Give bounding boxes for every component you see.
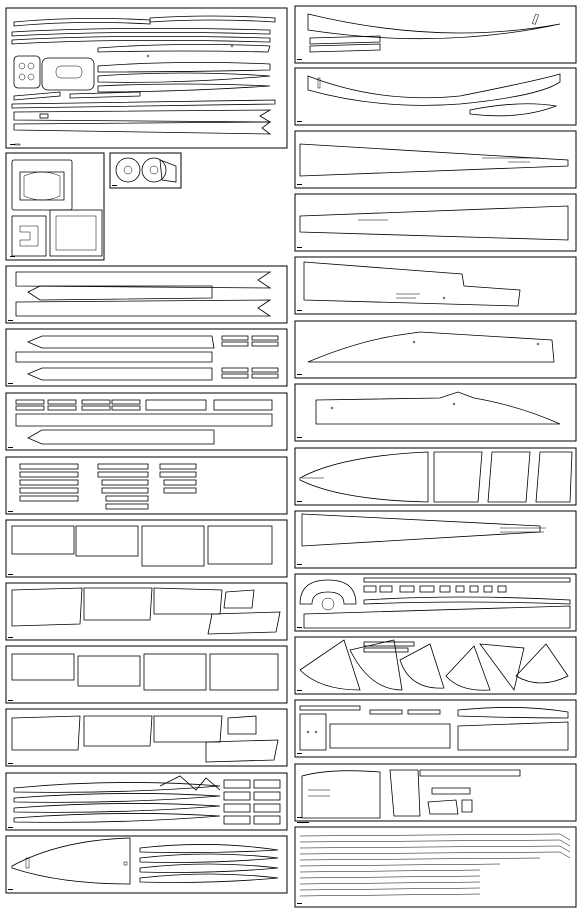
panel-sheeting-1 [6, 520, 287, 577]
panel-longeron-2 [295, 194, 576, 251]
panel-fin [295, 257, 576, 314]
panel-wing-panel [6, 836, 287, 893]
panel-strips-2 [6, 457, 287, 514]
panel-spars-1 [6, 266, 287, 323]
panel-fuselage-sides [295, 700, 576, 757]
panel-misc-parts [295, 764, 576, 821]
panel-rudder [295, 511, 576, 568]
panel-long-strips [295, 822, 576, 907]
panel-formers [6, 153, 104, 260]
panel-gussets [295, 637, 576, 694]
panel-fuselage-parts [6, 8, 287, 148]
panel-wheels [110, 153, 181, 188]
panel-sheeting-2 [6, 583, 287, 640]
panel-tail-surfaces [295, 448, 576, 505]
panel-strips-1 [6, 393, 287, 450]
panel-stab-2 [295, 384, 576, 441]
panel-ribs-misc [6, 773, 287, 830]
panel-spars-2 [6, 329, 287, 386]
panel-longeron-1 [295, 131, 576, 188]
panel-cowl-parts [295, 574, 576, 631]
panel-sheeting-4 [6, 709, 287, 766]
panel-stab-1 [295, 321, 576, 378]
panel-sheeting-3 [6, 646, 287, 703]
panel-wing-rib-1 [295, 6, 576, 63]
panel-wing-rib-2 [295, 68, 576, 125]
